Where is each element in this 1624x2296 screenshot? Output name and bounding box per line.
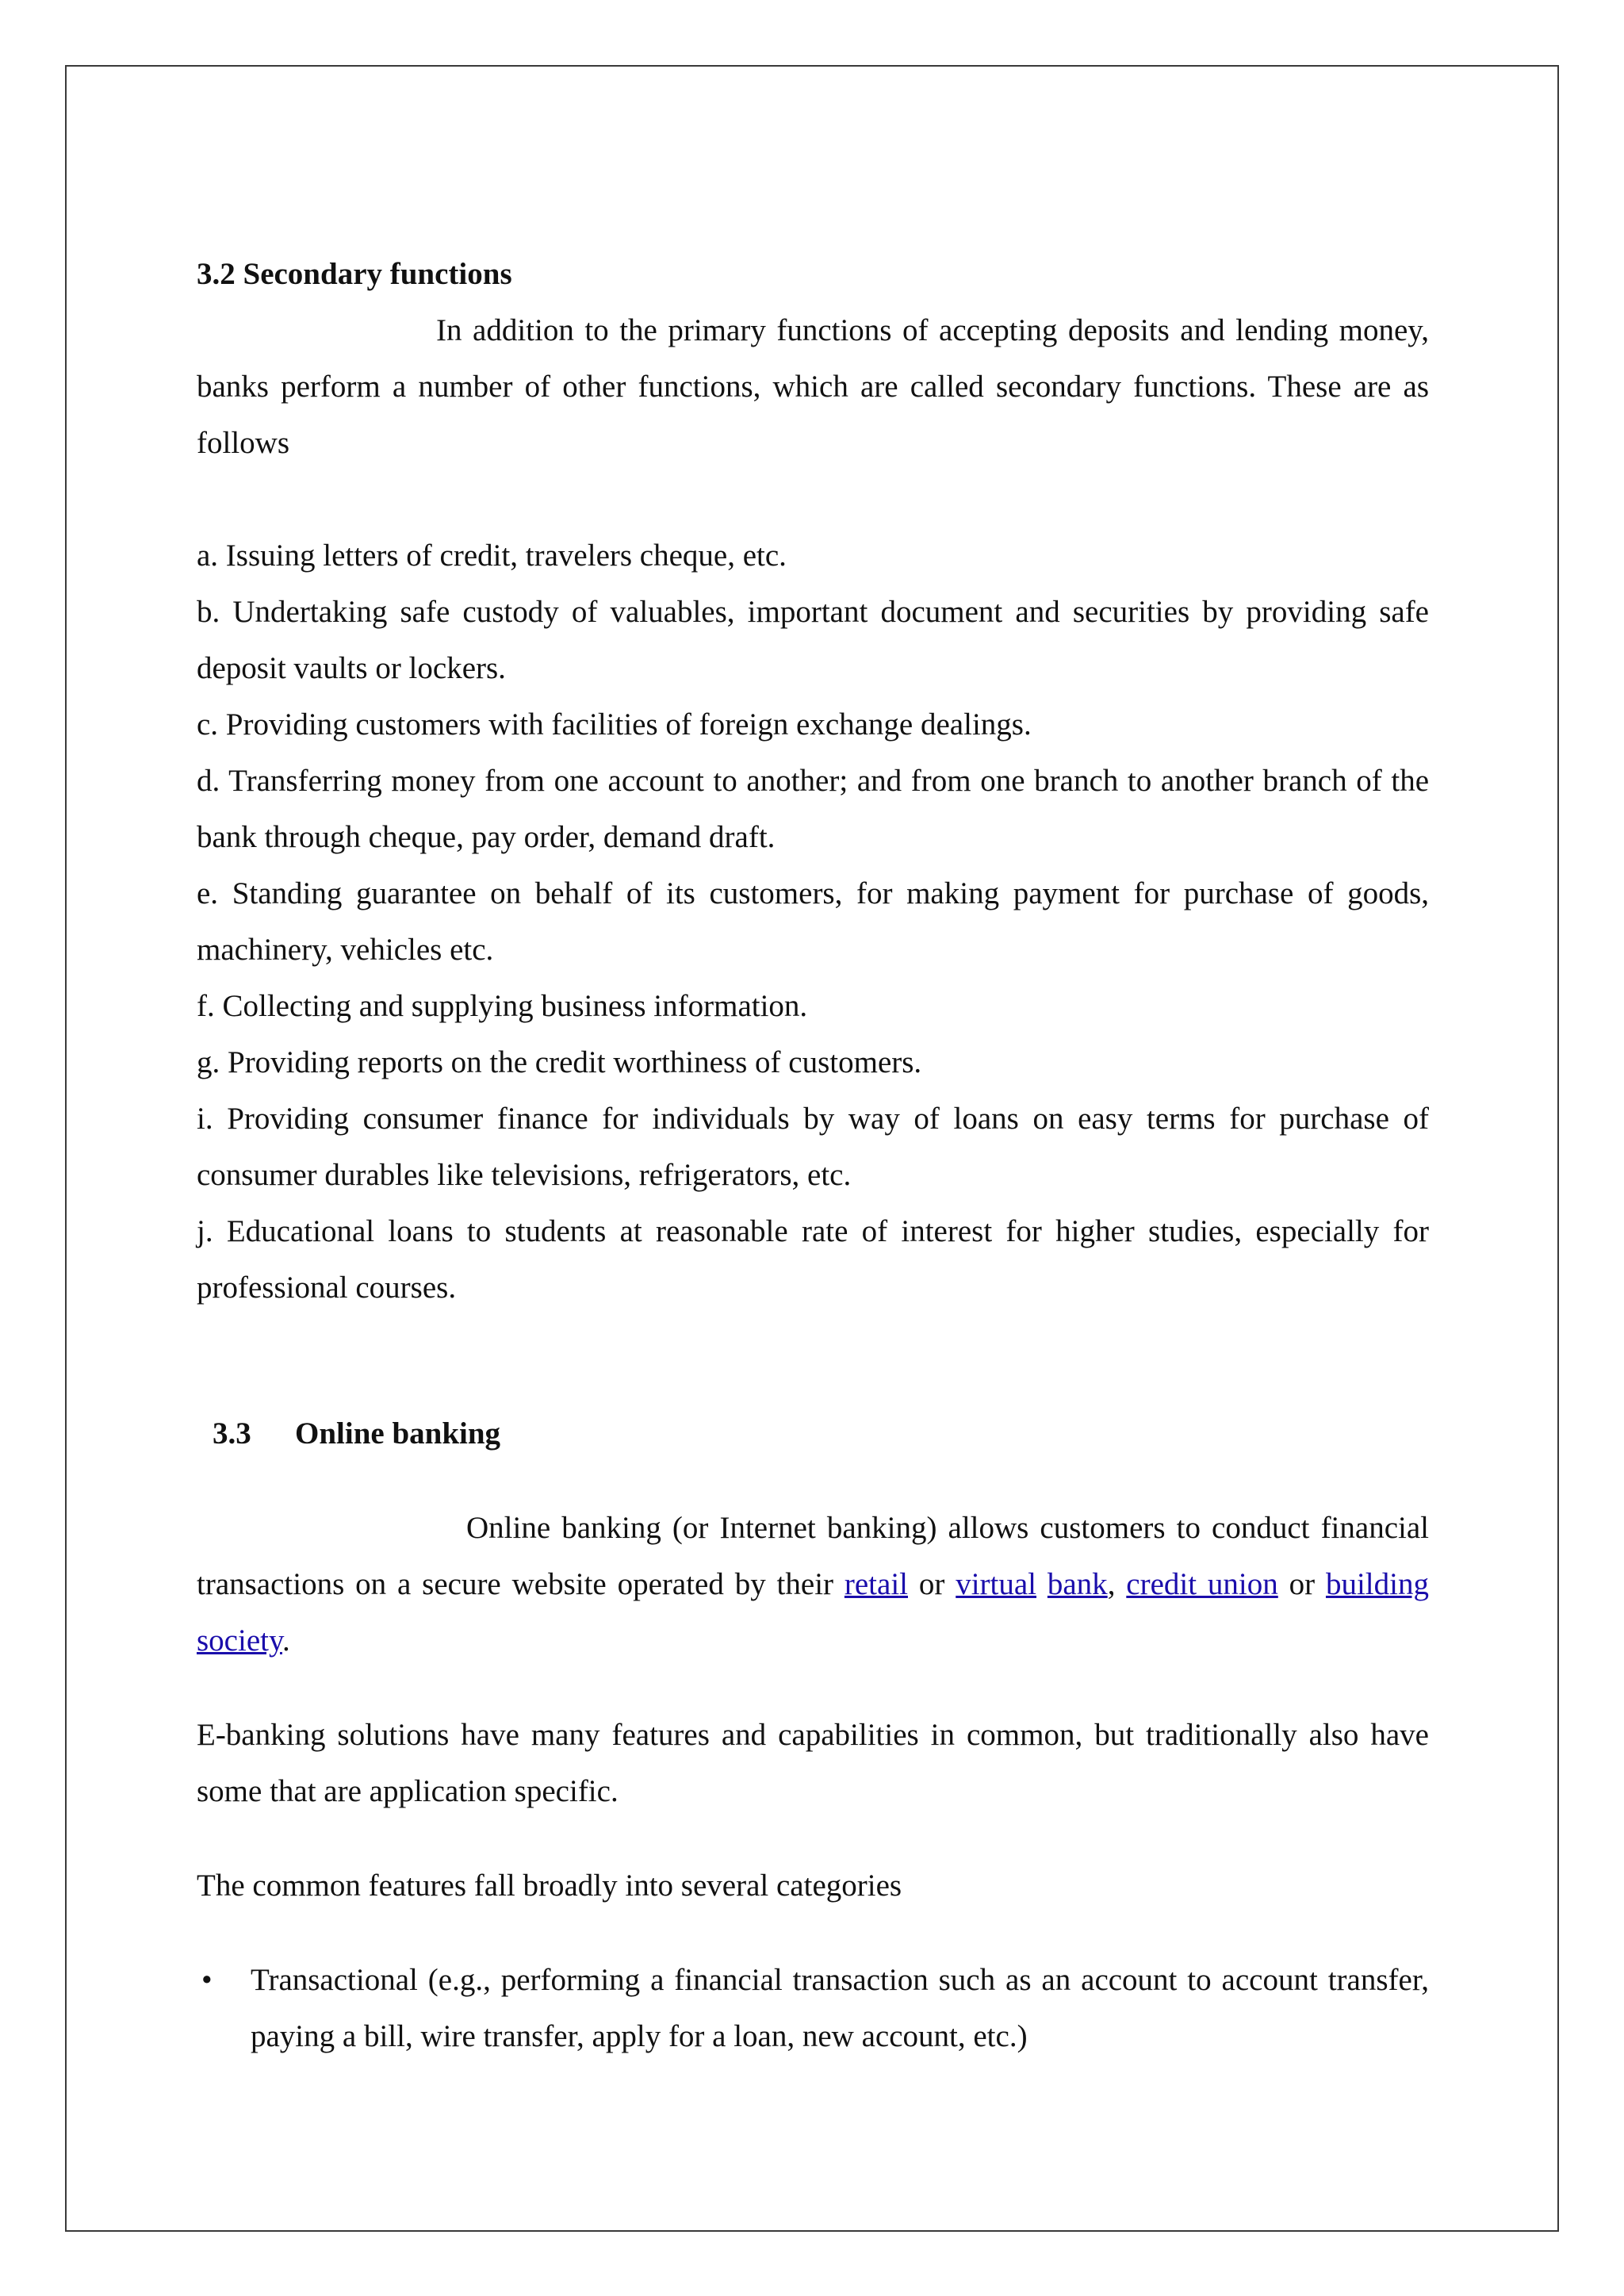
online-banking-paragraph	[197, 1500, 1429, 1669]
features-bullet-list	[197, 1952, 1429, 2064]
spacer	[197, 1819, 1429, 1857]
list-item: i. Providing consumer finance for individuals by way of loans on easy terms for purchase of consumer durables like televisions, refrigerators, etc.	[197, 1102, 1429, 1192]
link-credit-union[interactable]: credit union	[1126, 1567, 1278, 1601]
common-features-paragraph: The common features fall broadly into several categories	[197, 1869, 902, 1903]
bullet-icon: •	[201, 1963, 213, 1997]
paragraph-text: or	[908, 1567, 956, 1601]
spacer	[197, 1669, 1429, 1707]
section-3-3-number: 3.3	[213, 1416, 251, 1451]
section-3-3-heading	[197, 1405, 1429, 1462]
list-item: j. Educational loans to students at reasonable rate of interest for higher studies, especially for professional courses.	[197, 1214, 1429, 1305]
section-3-3-title: Online banking	[295, 1416, 501, 1451]
spacer	[197, 1462, 1429, 1500]
list-item: g. Providing reports on the credit worthiness of customers.	[197, 1045, 922, 1079]
spacer	[197, 1914, 1429, 1952]
link-bank[interactable]: bank	[1047, 1567, 1108, 1601]
list-item: b. Undertaking safe custody of valuables, important document and securities by providing safe deposit vaults or lockers.	[197, 595, 1429, 685]
paragraph-text: ,	[1107, 1567, 1127, 1601]
list-item: e. Standing guarantee on behalf of its customers, for making payment for purchase of goods, machinery, vehicles etc.	[197, 876, 1429, 967]
paragraph-text: or	[1277, 1567, 1326, 1601]
list-item: f. Collecting and supplying business information.	[197, 989, 808, 1023]
ebanking-paragraph: E-banking solutions have many features and capabilities in common, but traditionally also have some that are application specific.	[197, 1718, 1429, 1808]
bullet-text: Transactional (e.g., performing a financial transaction such as an account to account transfer, paying a bill, wire transfer, apply for a loan, new account, etc.)	[251, 1963, 1429, 2053]
spacer	[197, 1316, 1429, 1405]
section-3-2-intro: In addition to the primary functions of accepting deposits and lending money, banks perform a number of other functions, which are called secondary functions. These are as follows	[197, 313, 1429, 460]
paragraph-text	[1036, 1567, 1048, 1601]
paragraph-text: Online banking (or Internet banking) allows customers to conduct financial transactions on a secure website operated by their	[197, 1511, 1429, 1601]
secondary-functions-list	[197, 527, 1429, 1316]
list-item: d. Transferring money from one account to another; and from one branch to another branch of the bank through cheque, pay order, demand draft.	[197, 764, 1429, 854]
list-item: c. Providing customers with facilities of foreign exchange dealings.	[197, 707, 1032, 742]
spacer	[197, 471, 1429, 527]
link-virtual[interactable]: virtual	[956, 1567, 1037, 1601]
link-building-society[interactable]: building society	[197, 1567, 1429, 1658]
section-3-2-heading: 3.2 Secondary functions	[197, 257, 512, 291]
paragraph-text: .	[282, 1623, 290, 1658]
bullet-item	[197, 1952, 1429, 2064]
link-retail[interactable]: retail	[844, 1567, 908, 1601]
document-body	[197, 246, 1429, 2064]
list-item: a. Issuing letters of credit, travelers cheque, etc.	[197, 539, 787, 573]
